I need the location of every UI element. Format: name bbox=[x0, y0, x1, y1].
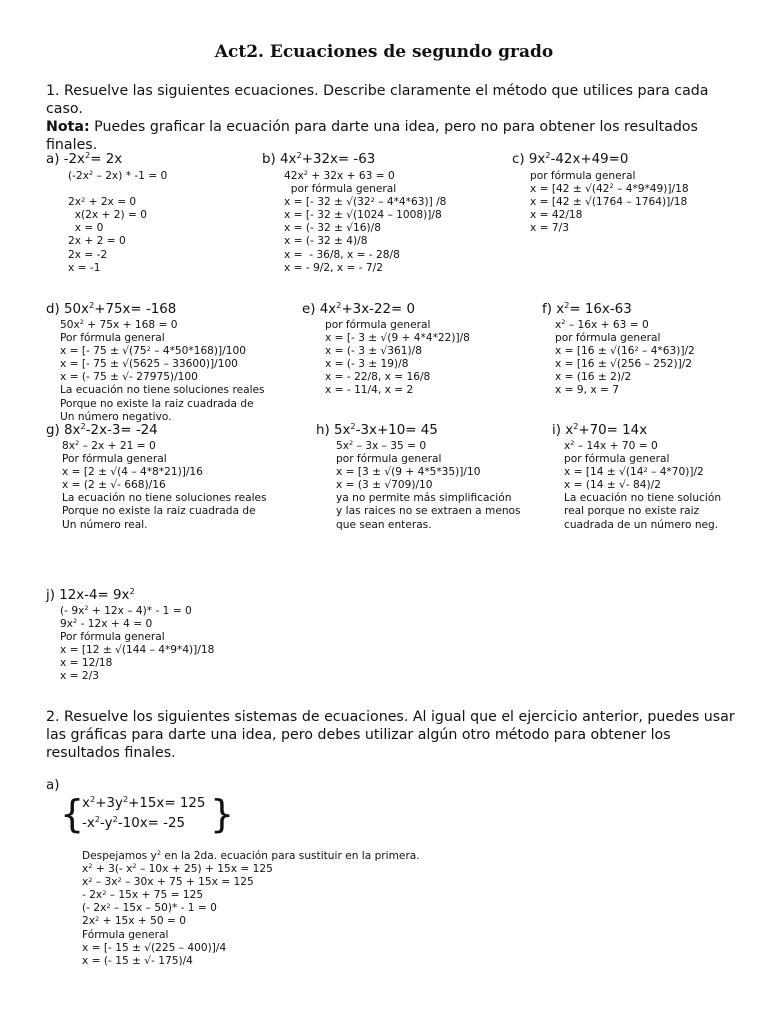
step-line: Fórmula general bbox=[82, 928, 169, 941]
step-line: Un número negativo. bbox=[60, 410, 172, 423]
step-line: $x^2 + 3(-$ $x^2 - 10x + 25) + 15x = 125$ bbox=[82, 862, 273, 876]
step-line: x = [- 3 ± √(9 + 4*4*22)]/8 bbox=[325, 332, 470, 345]
problem-c-steps bbox=[530, 170, 689, 235]
problem-h-steps bbox=[336, 440, 521, 532]
problem-h-label: h) $5x^2-3x+10= 45$ bbox=[316, 421, 438, 438]
problem-g-steps bbox=[62, 440, 267, 532]
problem-b-steps bbox=[284, 170, 446, 275]
step-line: x = 12/18 bbox=[60, 657, 113, 670]
system-a-steps bbox=[82, 850, 420, 968]
step-line: x = [- 15 ± √(225 – 400)]/4 bbox=[82, 941, 227, 954]
step-line: x = - 9/2, x = - 7/2 bbox=[284, 261, 383, 274]
step-line: $2x^2 + 2x = 0$ bbox=[68, 195, 137, 209]
problem-j-label: j) $12x-4= 9x^2$ bbox=[46, 586, 135, 603]
step-line: x = [3 ± √(9 + 4*5*35)]/10 bbox=[336, 466, 481, 479]
step-line: por fórmula general bbox=[555, 332, 661, 345]
problem-f-steps bbox=[555, 319, 695, 398]
step-line: x = (- 32 ± √16)/8 bbox=[284, 222, 381, 235]
section1-instructions bbox=[46, 82, 736, 154]
step-line: $50x^2 + 75x + 168 = 0$ bbox=[60, 318, 178, 331]
step-line: x = [2 ± √(4 – 4*8*21)]/16 bbox=[62, 466, 203, 479]
step-line: x = (14 ± √- 84)/2 bbox=[564, 479, 661, 492]
step-line: x = (- 75 ± √- 27975)/100 bbox=[60, 371, 198, 384]
problem-j-steps bbox=[60, 605, 214, 684]
step-line: x = 7/3 bbox=[530, 222, 569, 235]
step-line: $(-2x^2 - 2x) * -1 = 0$ bbox=[68, 169, 168, 182]
step-line: x = (- 32 ± 4)/8 bbox=[284, 235, 368, 248]
step-line: x = [- 32 ± √(1024 – 1008)]/8 bbox=[284, 209, 442, 222]
step-line: x = (16 ± 2)/2 bbox=[555, 371, 632, 384]
step-line: x = (3 ± √709)/10 bbox=[336, 479, 433, 492]
step-line: 2x = -2 bbox=[68, 248, 108, 261]
system-equation-2: $-x^2-y^2-10x= -25$ bbox=[82, 814, 186, 831]
problem-i-steps bbox=[564, 440, 721, 532]
problem-d-label: d) $50x^2+75x= -168$ bbox=[46, 300, 177, 317]
step-line: x = [- $75 \pm √(75^2 - 4*50*168)]/100$ bbox=[60, 344, 246, 358]
step-line: $x = [14 \pm √(14^2 - 4*70)]/2$ bbox=[564, 465, 704, 479]
left-brace-icon: { bbox=[60, 792, 85, 836]
step-line: La ecuación no tiene solución bbox=[564, 492, 722, 505]
step-line: por fórmula general bbox=[325, 319, 431, 331]
step-line: La ecuación no tiene soluciones reales bbox=[62, 492, 267, 505]
problem-a-steps bbox=[68, 170, 167, 275]
step-line: $x^2 - 14x + 70 = 0$ bbox=[564, 439, 658, 452]
step-line: x(2x + 2) = 0 bbox=[68, 209, 147, 222]
step-line: - $2x^2 - 15x + 75 = 125$ bbox=[82, 888, 204, 902]
step-line: Despejamos $y^2$ en la 2da. ecuación para sustituir en la primera. bbox=[82, 849, 420, 862]
problem-d-steps bbox=[60, 319, 265, 424]
step-line: por fórmula general bbox=[336, 453, 442, 466]
problem-e-steps bbox=[325, 319, 470, 398]
step-line: x = - 11/4, x = 2 bbox=[325, 384, 414, 397]
nota-label: Nota: bbox=[46, 119, 90, 135]
problem-f-label: f) $x^2= 16x-63$ bbox=[542, 300, 632, 317]
step-line: y las raices no se extraen a menos bbox=[336, 505, 521, 518]
step-line: Un número real. bbox=[62, 518, 148, 531]
step-line: ya no permite más simplificación bbox=[336, 492, 512, 505]
step-line: Por fórmula general bbox=[62, 453, 167, 466]
step-line: x = (- 15 ± √- 175)/4 bbox=[82, 954, 193, 967]
problem-i-label: i) $x^2+70= 14x$ bbox=[552, 421, 648, 438]
system-a-label: a) bbox=[46, 778, 60, 793]
problem-a-label: a) $-2x^2= 2x$ bbox=[46, 150, 123, 167]
step-line: x = - 36/8, x = - 28/8 bbox=[284, 248, 400, 261]
problem-e-label: e) $4x^2+3x-22= 0$ bbox=[302, 300, 415, 317]
step-line: $5x^2 - 3x - 35 = 0$ bbox=[336, 439, 427, 452]
step-line: x = 2/3 bbox=[60, 670, 99, 683]
step-line: $2x^2 + 15x + 50 = 0$ bbox=[82, 914, 187, 928]
step-line: x = -1 bbox=[68, 261, 101, 274]
step-line: x = [42 ± √(1764 – 1764)]/18 bbox=[530, 196, 688, 209]
right-brace-icon: } bbox=[210, 792, 235, 836]
system-equation-1: $x^2+3y^2+15x= 125$ bbox=[82, 794, 206, 811]
step-line: Por fórmula general bbox=[60, 332, 165, 345]
step-line: por fórmula general bbox=[284, 183, 397, 196]
step-line: real porque no existe raiz bbox=[564, 505, 700, 518]
step-line: cuadrada de un número neg. bbox=[564, 518, 719, 531]
step-line: x = [16 ± √(256 – 252)]/2 bbox=[555, 358, 693, 371]
step-line: $42x^2 + 32x + 63 = 0$ bbox=[284, 169, 395, 182]
nota-text: Puedes graficar la ecuación para darte una idea, pero no para obtener los resultados finales. bbox=[46, 119, 698, 153]
step-line: x = 0 bbox=[68, 222, 104, 235]
page-title: Act2. Ecuaciones de segundo grado bbox=[214, 42, 554, 62]
step-line: x = - 22/8, x = 16/8 bbox=[325, 371, 431, 384]
step-line bbox=[68, 183, 167, 196]
problem-b-label: b) $4x^2+32x= -63$ bbox=[262, 150, 376, 167]
step-line: $x^2 - 3x^2 - 30x + 75 + 15x = 125$ bbox=[82, 875, 254, 889]
step-line: Por fórmula general bbox=[60, 631, 165, 644]
step-line: x = [- 75 ± √(5625 – 33600)]/100 bbox=[60, 358, 238, 371]
step-line: $9x^2 - 12x + 4 = 0$ bbox=[60, 617, 153, 631]
section1-intro: 1. Resuelve las siguientes ecuaciones. Describe claramente el método que utilices para cada caso. bbox=[46, 83, 709, 117]
step-line: $x = [42 \pm √(42^2 - 4*9*49)]/18$ bbox=[530, 182, 689, 196]
step-line: x = (- 3 ± √361)/8 bbox=[325, 345, 422, 358]
section2-intro: 2. Resuelve los siguientes sistemas de ecuaciones. Al igual que el ejercicio anterior, puedes usar las gráficas para darte una idea, pero debes utilizar algún otro método para obtener los resultados finales. bbox=[46, 709, 735, 761]
step-line: (- $2x^2 - 15x - 50)* - 1 = 0$ bbox=[82, 901, 217, 915]
step-line: $x^2 - 16x + 63 = 0$ bbox=[555, 318, 649, 331]
step-line: x = (- 3 ± 19)/8 bbox=[325, 358, 409, 371]
step-line: por fórmula general bbox=[530, 170, 636, 182]
step-line: x = 42/18 bbox=[530, 209, 583, 222]
step-line: $8x^2 - 2x + 21 = 0$ bbox=[62, 439, 156, 452]
step-line: La ecuación no tiene soluciones reales bbox=[60, 384, 265, 397]
step-line: x = [- $32 \pm √(32^2 - 4*4*63)$] /8 bbox=[284, 195, 447, 209]
step-line: Porque no existe la raiz cuadrada de bbox=[60, 397, 254, 410]
step-line: x = 9, x = 7 bbox=[555, 384, 619, 397]
step-line: que sean enteras. bbox=[336, 518, 432, 531]
step-line: x = (2 ± √- 668)/16 bbox=[62, 479, 166, 492]
step-line: $x = [16 \pm √(16^2 - 4*63)]/2$ bbox=[555, 344, 695, 358]
step-line: Porque no existe la raiz cuadrada de bbox=[62, 505, 256, 518]
problem-g-label: g) $8x^2-2x-3= -24$ bbox=[46, 421, 158, 438]
step-line: (- $9x^2 + 12x - 4)* - 1 = 0$ bbox=[60, 604, 192, 617]
step-line: 2x + 2 = 0 bbox=[68, 235, 126, 248]
step-line: por fórmula general bbox=[564, 453, 670, 466]
step-line: x = [12 ± √(144 – 4*9*4)]/18 bbox=[60, 644, 215, 657]
problem-c-label: c) $9x^2-42x+49=0$ bbox=[512, 150, 629, 167]
